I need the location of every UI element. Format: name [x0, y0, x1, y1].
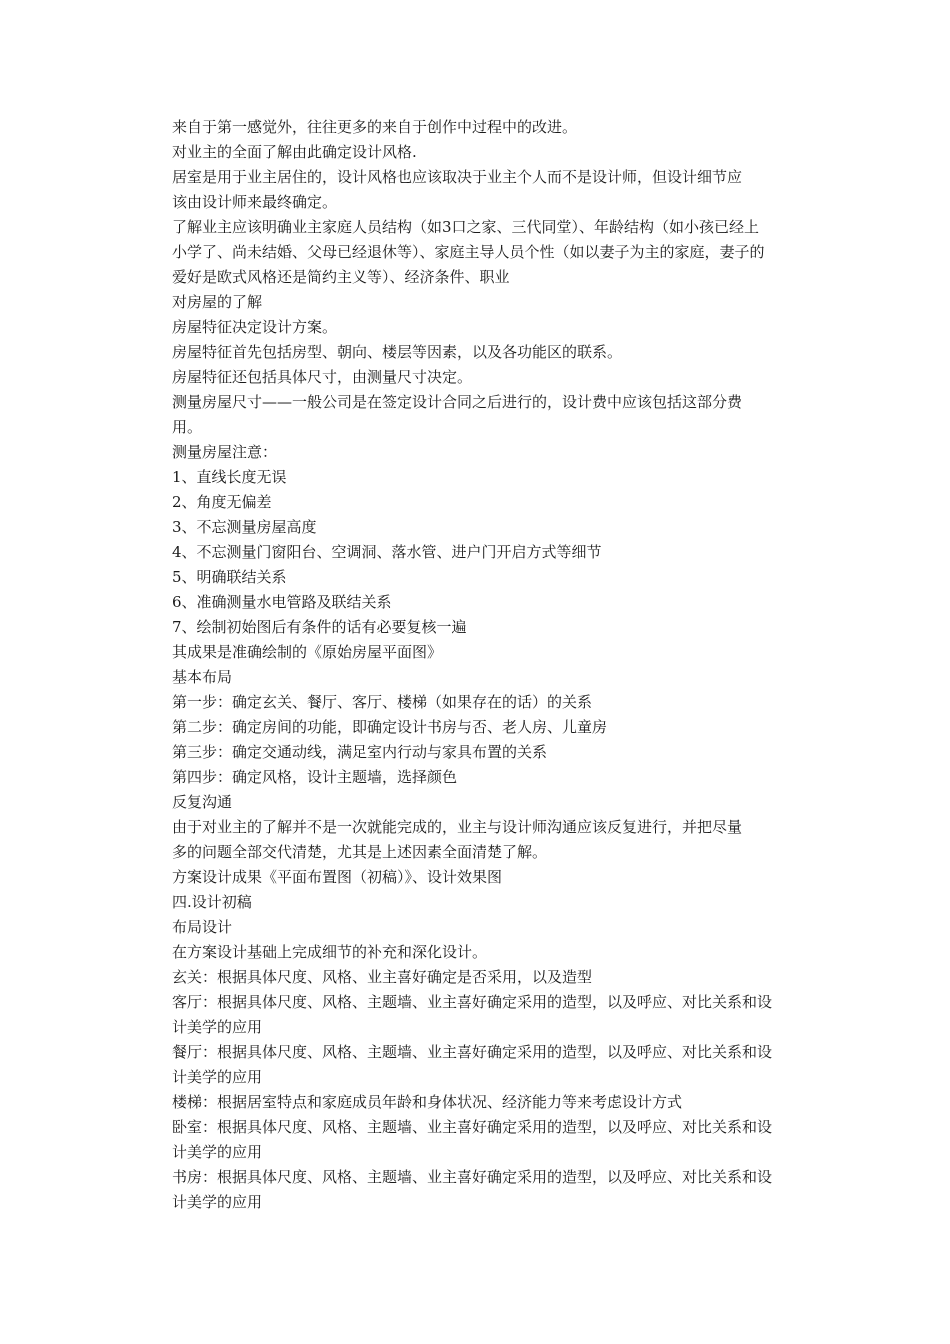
- text-line: 爱好是欧式风格还是简约主义等）、经济条件、职业: [172, 268, 510, 286]
- room-item: 玄关：根据具体尺度、风格、业主喜好确定是否采用，以及造型: [172, 968, 593, 986]
- text-line: 用。: [172, 418, 203, 436]
- text-line: 由于对业主的了解并不是一次就能完成的，业主与设计师沟通应该反复进行，并把尽量: [172, 818, 743, 836]
- section-heading: 对房屋的了解: [172, 293, 263, 311]
- list-item: 2、角度无偏差: [172, 493, 272, 511]
- room-item: 书房：根据具体尺度、风格、主题墙、业主喜好确定采用的造型，以及呼应、对比关系和设: [172, 1168, 773, 1186]
- list-heading: 测量房屋注意：: [172, 443, 278, 461]
- list-item: 5、明确联结关系: [172, 568, 287, 586]
- room-item: 客厅：根据具体尺度、风格、主题墙、业主喜好确定采用的造型，以及呼应、对比关系和设: [172, 993, 773, 1011]
- text-line: 多的问题全部交代清楚，尤其是上述因素全面清楚了解。: [172, 843, 548, 861]
- text-line: 房屋特征还包括具体尺寸，由测量尺寸决定。: [172, 368, 473, 386]
- text-line: 计美学的应用: [172, 1193, 263, 1211]
- text-line: 小学了、尚未结婚、父母已经退休等）、家庭主导人员个性（如以妻子为主的家庭，妻子的: [172, 243, 765, 261]
- text-line: 该由设计师来最终确定。: [172, 193, 338, 211]
- text-line: 方案设计成果《平面布置图（初稿）》、设计效果图: [172, 868, 503, 886]
- list-item: 1、直线长度无误: [172, 468, 287, 486]
- list-item: 3、不忘测量房屋高度: [172, 518, 317, 536]
- text-line: 计美学的应用: [172, 1018, 263, 1036]
- text-line: 房屋特征决定设计方案。: [172, 318, 338, 336]
- list-item: 6、准确测量水电管路及联结关系: [172, 593, 392, 611]
- section-heading: 基本布局: [172, 668, 233, 686]
- list-item: 7、绘制初始图后有条件的话有必要复核一遍: [172, 618, 467, 636]
- text-line: 房屋特征首先包括房型、朝向、楼层等因素，以及各功能区的联系。: [172, 343, 623, 361]
- text-line: 居室是用于业主居住的，设计风格也应该取决于业主个人而不是设计师，但设计细节应: [172, 168, 743, 186]
- room-item: 楼梯：根据居室特点和家庭成员年龄和身体状况、经济能力等来考虑设计方式: [172, 1093, 683, 1111]
- text-line: 来自于第一感觉外，往往更多的来自于创作中过程中的改进。: [172, 118, 578, 136]
- step-item: 第一步：确定玄关、餐厅、客厅、楼梯（如果存在的话）的关系: [172, 693, 593, 711]
- step-item: 第三步：确定交通动线，满足室内行动与家具布置的关系: [172, 743, 548, 761]
- step-item: 第四步：确定风格，设计主题墙，选择颜色: [172, 768, 458, 786]
- text-line: 了解业主应该明确业主家庭人员结构（如3口之家、三代同堂）、年龄结构（如小孩已经上: [172, 218, 760, 236]
- text-line: 对业主的全面了解由此确定设计风格.: [172, 143, 417, 161]
- text-line: 其成果是准确绘制的《原始房屋平面图》: [172, 643, 443, 661]
- text-line: 在方案设计基础上完成细节的补充和深化设计。: [172, 943, 488, 961]
- list-item: 4、不忘测量门窗阳台、空调洞、落水管、进户门开启方式等细节: [172, 543, 602, 561]
- document-page: [172, 115, 812, 1215]
- step-item: 第二步：确定房间的功能，即确定设计书房与否、老人房、儿童房: [172, 718, 608, 736]
- room-item: 餐厅：根据具体尺度、风格、主题墙、业主喜好确定采用的造型，以及呼应、对比关系和设: [172, 1043, 773, 1061]
- section-heading: 布局设计: [172, 918, 233, 936]
- room-item: 卧室：根据具体尺度、风格、主题墙、业主喜好确定采用的造型，以及呼应、对比关系和设: [172, 1118, 773, 1136]
- text-line: 计美学的应用: [172, 1143, 263, 1161]
- text-line: 测量房屋尺寸——一般公司是在签定设计合同之后进行的，设计费中应该包括这部分费: [172, 393, 743, 411]
- text-line: 计美学的应用: [172, 1068, 263, 1086]
- chapter-heading: 四.设计初稿: [172, 893, 252, 911]
- section-heading: 反复沟通: [172, 793, 233, 811]
